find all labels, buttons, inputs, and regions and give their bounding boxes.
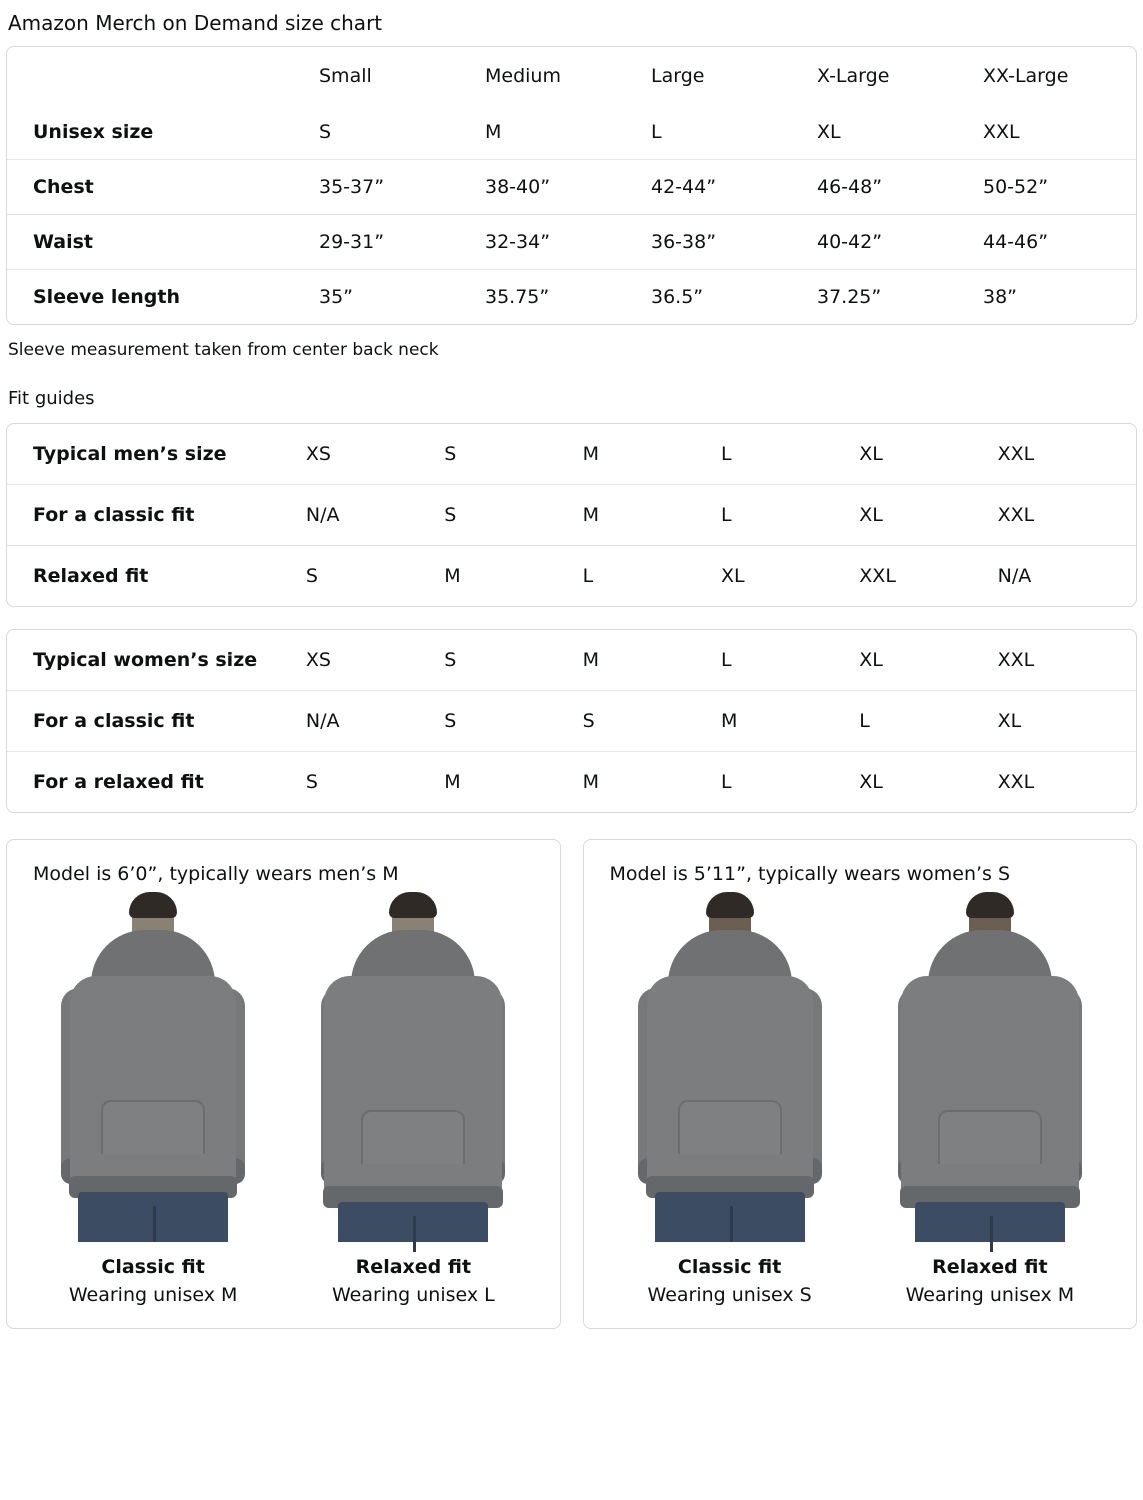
table-row xyxy=(7,270,1137,325)
cell-waist-xlarge: 40-42” xyxy=(817,215,983,270)
cell-unisex-large: L xyxy=(651,121,662,143)
page-title: Amazon Merch on Demand size chart xyxy=(8,11,383,35)
mens-model-caption: Model is 6’0”, typically wears men’s M xyxy=(33,863,399,885)
cell-mens-relaxed-5: XXL xyxy=(859,546,997,607)
cell-womens-relaxed-6: XXL xyxy=(998,752,1136,813)
womens-fit-guide-container xyxy=(6,629,1137,813)
womens-classic-fit-title: Classic fit xyxy=(677,1256,782,1278)
cell-womens-classic-5: L xyxy=(859,691,997,752)
column-header-xxlarge: XX-Large xyxy=(983,65,1069,87)
row-label-womens-relaxed-fit: For a relaxed fit xyxy=(7,752,306,813)
cell-sleeve-xlarge: 37.25” xyxy=(817,270,983,325)
table-row xyxy=(7,105,1137,160)
model-jeans xyxy=(338,1202,488,1242)
mens-model-card xyxy=(6,839,561,1329)
cell-unisex-xxlarge: XXL xyxy=(983,121,1020,143)
model-hair xyxy=(129,892,177,918)
womens-model-caption: Model is 5’11”, typically wears women’s S xyxy=(609,863,1011,885)
cell-unisex-small: S xyxy=(319,121,332,143)
row-label-chest: Chest xyxy=(7,160,319,215)
womens-classic-fit-figure xyxy=(605,892,855,1306)
mens-fit-guide-container xyxy=(6,423,1137,607)
cell-mens-relaxed-6: N/A xyxy=(998,546,1136,607)
column-header-medium: Medium xyxy=(485,65,561,87)
womens-figures xyxy=(600,892,1121,1306)
hoodie-pocket xyxy=(361,1110,465,1164)
row-label-typical-mens-size: Typical men’s size xyxy=(33,443,227,465)
cell-mens-relaxed-3: L xyxy=(583,546,721,607)
womens-classic-fit-photo xyxy=(630,892,830,1242)
cell-womens-relaxed-3: M xyxy=(583,752,721,813)
cell-mens-typical-2: S xyxy=(444,443,457,465)
cell-womens-classic-3: S xyxy=(583,691,721,752)
row-label-sleeve-length: Sleeve length xyxy=(7,270,319,325)
womens-fit-guide-table xyxy=(7,630,1136,812)
table-row xyxy=(7,630,1136,691)
cell-mens-classic-6: XXL xyxy=(998,485,1136,546)
row-label-womens-classic-fit: For a classic fit xyxy=(7,691,306,752)
cell-unisex-xlarge: XL xyxy=(817,121,841,143)
cell-womens-typical-5: XL xyxy=(859,649,883,671)
cell-womens-classic-2: S xyxy=(444,691,582,752)
hoodie-body xyxy=(70,976,236,1188)
size-chart-table-container xyxy=(6,46,1137,325)
row-label-mens-classic-fit: For a classic fit xyxy=(7,485,306,546)
cell-womens-classic-6: XL xyxy=(998,691,1136,752)
cell-womens-classic-4: M xyxy=(721,691,859,752)
cell-mens-classic-1: N/A xyxy=(306,485,444,546)
cell-mens-classic-5: XL xyxy=(859,485,997,546)
cell-mens-typical-6: XXL xyxy=(997,443,1035,465)
cell-womens-relaxed-1: S xyxy=(306,752,444,813)
mens-classic-fit-figure xyxy=(28,892,278,1306)
model-hair xyxy=(389,892,437,918)
mens-relaxed-fit-title: Relaxed fit xyxy=(355,1256,472,1278)
row-label-unisex-size: Unisex size xyxy=(33,121,154,143)
cell-womens-typical-1: XS xyxy=(305,649,331,671)
cell-chest-xxlarge: 50-52” xyxy=(983,160,1137,215)
cell-mens-classic-2: S xyxy=(444,485,582,546)
cell-mens-relaxed-1: S xyxy=(306,546,444,607)
model-photos-row xyxy=(6,839,1137,1329)
model-jeans xyxy=(78,1192,228,1242)
cell-mens-relaxed-2: M xyxy=(444,546,582,607)
mens-figures xyxy=(23,892,544,1306)
mens-fit-guide-table xyxy=(7,424,1136,606)
sleeve-measurement-note: Sleeve measurement taken from center back neck xyxy=(8,340,439,360)
cell-womens-typical-6: XXL xyxy=(997,649,1035,671)
mens-classic-fit-subtitle: Wearing unisex M xyxy=(68,1284,238,1306)
hoodie-body xyxy=(647,976,813,1188)
row-label-mens-relaxed-fit: Relaxed fit xyxy=(7,546,306,607)
cell-mens-typical-1: XS xyxy=(305,443,331,465)
womens-relaxed-fit-subtitle: Wearing unisex M xyxy=(905,1284,1075,1306)
cell-chest-small: 35-37” xyxy=(319,160,485,215)
cell-sleeve-xxlarge: 38” xyxy=(983,270,1137,325)
womens-relaxed-fit-photo xyxy=(890,892,1090,1242)
row-label-waist: Waist xyxy=(7,215,319,270)
mens-classic-fit-title: Classic fit xyxy=(101,1256,205,1278)
cell-mens-classic-4: L xyxy=(721,485,859,546)
model-hair xyxy=(706,892,754,918)
size-chart-header-row xyxy=(7,47,1137,105)
cell-womens-relaxed-5: XL xyxy=(859,752,997,813)
cell-chest-xlarge: 46-48” xyxy=(817,160,983,215)
cell-mens-classic-3: M xyxy=(583,485,721,546)
fit-guides-label: Fit guides xyxy=(8,388,95,409)
cell-womens-typical-2: S xyxy=(444,649,457,671)
row-label-typical-womens-size: Typical women’s size xyxy=(33,649,258,671)
cell-waist-small: 29-31” xyxy=(319,215,485,270)
model-hair xyxy=(966,892,1014,918)
cell-chest-large: 42-44” xyxy=(651,160,817,215)
cell-waist-medium: 32-34” xyxy=(485,215,651,270)
table-row xyxy=(7,160,1137,215)
hoodie-pocket xyxy=(678,1100,782,1154)
table-row xyxy=(7,546,1136,607)
table-row xyxy=(7,691,1136,752)
cell-mens-typical-5: XL xyxy=(859,443,883,465)
column-header-small: Small xyxy=(319,65,372,87)
cell-womens-relaxed-2: M xyxy=(444,752,582,813)
cell-sleeve-medium: 35.75” xyxy=(485,270,651,325)
hoodie-body xyxy=(901,976,1079,1198)
table-row xyxy=(7,485,1136,546)
cell-mens-typical-4: L xyxy=(720,443,732,465)
cell-unisex-medium: M xyxy=(485,121,502,143)
womens-model-card xyxy=(583,839,1138,1329)
model-jeans xyxy=(915,1202,1065,1242)
hoodie-pocket xyxy=(938,1110,1042,1164)
mens-relaxed-fit-subtitle: Wearing unisex L xyxy=(332,1284,495,1306)
cell-mens-typical-3: M xyxy=(582,443,599,465)
table-row xyxy=(7,752,1136,813)
cell-waist-large: 36-38” xyxy=(651,215,817,270)
mens-relaxed-fit-figure xyxy=(288,892,538,1306)
table-row xyxy=(7,215,1137,270)
table-spacer xyxy=(6,607,1137,629)
cell-womens-typical-3: M xyxy=(582,649,599,671)
column-header-xlarge: X-Large xyxy=(817,65,890,87)
hoodie-pocket xyxy=(101,1100,205,1154)
model-jeans xyxy=(655,1192,805,1242)
womens-relaxed-fit-figure xyxy=(865,892,1115,1306)
cell-waist-xxlarge: 44-46” xyxy=(983,215,1137,270)
cell-sleeve-large: 36.5” xyxy=(651,270,817,325)
size-chart-table xyxy=(7,47,1137,324)
mens-relaxed-fit-photo xyxy=(313,892,513,1242)
hoodie-body xyxy=(324,976,502,1198)
cell-mens-relaxed-4: XL xyxy=(721,546,859,607)
womens-relaxed-fit-title: Relaxed fit xyxy=(932,1256,1048,1278)
cell-womens-relaxed-4: L xyxy=(721,752,859,813)
cell-womens-typical-4: L xyxy=(720,649,732,671)
cell-sleeve-small: 35” xyxy=(319,270,485,325)
mens-classic-fit-photo xyxy=(53,892,253,1242)
column-header-blank xyxy=(7,47,319,105)
womens-classic-fit-subtitle: Wearing unisex S xyxy=(647,1284,812,1306)
cell-womens-classic-1: N/A xyxy=(306,691,444,752)
cell-chest-medium: 38-40” xyxy=(485,160,651,215)
column-header-large: Large xyxy=(651,65,705,87)
table-row xyxy=(7,424,1136,485)
